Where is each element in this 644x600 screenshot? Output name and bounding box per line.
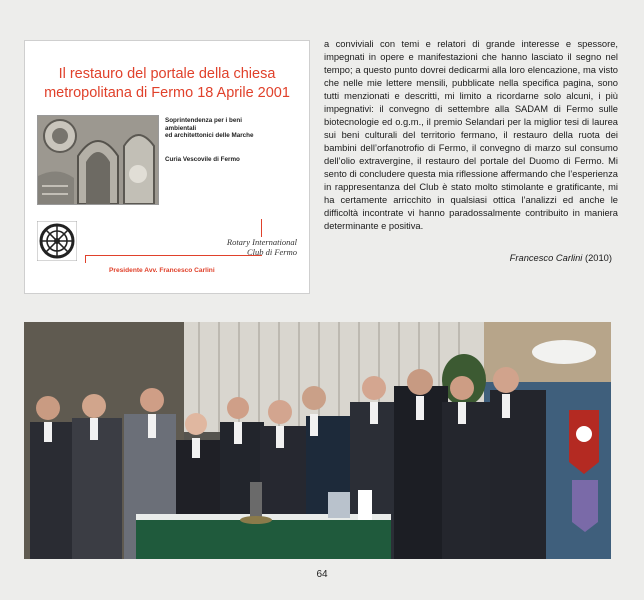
card-divider-vertical (261, 219, 262, 237)
invitation-card (24, 40, 310, 294)
club-name: Rotary International Club di Fermo (226, 237, 297, 257)
article-text (324, 38, 618, 233)
article-signature (324, 253, 612, 263)
signature-year: (2010) (584, 253, 612, 263)
sponsors-block: Soprintendenza per i beni ambientali ed architettonici delle Marche Curia Vescovile di Fermo (165, 117, 254, 163)
president-name: Presidente Avv. Francesco Carlini (109, 267, 215, 274)
page-number: 64 (316, 569, 328, 580)
invitation-title: Il restauro del portale della chiesa metropolitana di Fermo 18 Aprile 2001 (44, 66, 290, 101)
rotary-wheel-logo (37, 221, 77, 261)
portal-relief-photo (37, 115, 159, 205)
group-photo (24, 322, 611, 559)
article-paragraph: a conviviali con temi e relatori di grande interesse e spessore, impegnati in opere e manifestazioni che hanno lasciato il segno nel tempo; a questo punto dovrei dedicarmi alla loro elencazione, ma visto che nelle mie lettere mensili, pubblicate nella specifica pagina, sono tutti menzionati e descritti, mi limito a ricordarne solo alcuni, i più impegnativi: il convegno di settembre alla SADAM di Fermo sulle biotecnologie ed o.g.m., il premio Selandari per la miglior tesi di laurea sui beni culturali del territorio fermano, il restauro della ruota dei bambini dell’orfanotrofio di Fermo, il convegno di marzo sul consumo dell’olio extravergine, il restauro del portale del Duomo di Fermo. Mi sento di concludere questa mia riflessione affermando che l’esperienza in rappresentanza del Club è stato molto stimolante e gratificante, mi ha certamente arricchito in qualsiasi ottica l’analizzi ed anche le difficoltà incontrate vi hanno paradossalmente contribuito in maniera determinante e positiva. (324, 39, 618, 231)
card-divider-tick (85, 255, 86, 263)
signature-name: Francesco Carlini (509, 253, 583, 263)
